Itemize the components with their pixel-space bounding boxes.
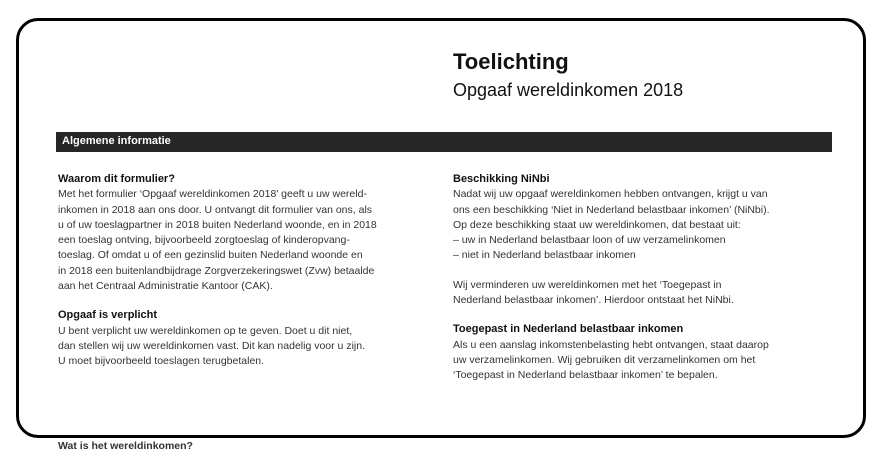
text-line: U bent verplicht uw wereldinkomen op te geven. Doet u dit niet, <box>58 324 353 337</box>
left-column <box>58 172 438 370</box>
text-line: Op deze beschikking staat uw wereldinkomen, dat bestaat uit: <box>453 218 741 231</box>
heading-verplicht: Opgaaf is verplicht <box>58 309 158 322</box>
paragraph-verplicht <box>58 324 438 370</box>
text-line: in 2018 een buitenlandbijdrage Zorgverzekeringswet (Zvw) betaalde <box>58 264 375 277</box>
text-line: uw verzamelinkomen. Wij gebruiken dit verzamelinkomen om het <box>453 353 756 366</box>
text-line: u of uw toeslagpartner in 2018 buiten Nederland woonde, en in 2018 <box>58 218 377 231</box>
text-line: Met het formulier ‘Opgaaf wereldinkomen 2018’ geeft u uw wereld- <box>58 188 367 201</box>
text-line: een toeslag ontving, bijvoorbeeld zorgtoeslag of kinderopvang- <box>58 234 350 247</box>
section-bar <box>56 132 832 152</box>
text-line: ons een beschikking ‘Niet in Nederland belastbaar inkomen’ (NiNbi). <box>453 203 770 216</box>
paragraph-ninbi <box>453 187 833 233</box>
text-line: dan stellen wij uw wereldinkomen vast. Dit kan nadelig voor u zijn. <box>58 339 365 352</box>
section-bar-label: Algemene informatie <box>62 135 171 147</box>
text-line: ‘Toegepast in Nederland belastbaar inkomen’ te bepalen. <box>453 369 718 382</box>
text-line: Nederland belastbaar inkomen’. Hierdoor ontstaat het NiNbi. <box>453 294 734 307</box>
page-subtitle: Opgaaf wereldinkomen 2018 <box>453 80 684 100</box>
text-line: Wij verminderen uw wereldinkomen met het ‘Toegepast in <box>453 278 722 291</box>
text-line: inkomen in 2018 aan ons door. U ontvangt dit formulier van ons, als <box>58 203 373 216</box>
heading-wereldinkomen-cutoff: Wat is het wereldinkomen? <box>58 440 193 452</box>
text-line: U moet bijvoorbeeld toeslagen terugbetalen. <box>58 355 265 368</box>
text-line: toeslag. Of omdat u of een gezinslid buiten Nederland woonde en <box>58 249 363 262</box>
text-line: aan het Centraal Administratie Kantoor (CAK). <box>58 280 273 293</box>
ninbi-list <box>453 233 833 264</box>
list-item: – niet in Nederland belastbaar inkomen <box>453 248 833 263</box>
paragraph-waarom <box>58 187 438 294</box>
heading-ninbi: Beschikking NiNbi <box>453 173 550 185</box>
heading-waarom: Waarom dit formulier? <box>58 173 175 185</box>
page-title: Toelichting <box>453 49 569 74</box>
right-column <box>453 172 833 384</box>
list-item: – uw in Nederland belastbaar loon of uw verzamelinkomen <box>453 233 833 248</box>
text-line: Nadat wij uw opgaaf wereldinkomen hebben ontvangen, krijgt u van <box>453 188 768 201</box>
paragraph-verminderen <box>453 278 833 309</box>
text-line: Als u een aanslag inkomstenbelasting hebt ontvangen, staat daarop <box>453 338 769 351</box>
paragraph-toegepast <box>453 338 833 384</box>
heading-toegepast: Toegepast in Nederland belastbaar inkomen <box>453 323 684 336</box>
